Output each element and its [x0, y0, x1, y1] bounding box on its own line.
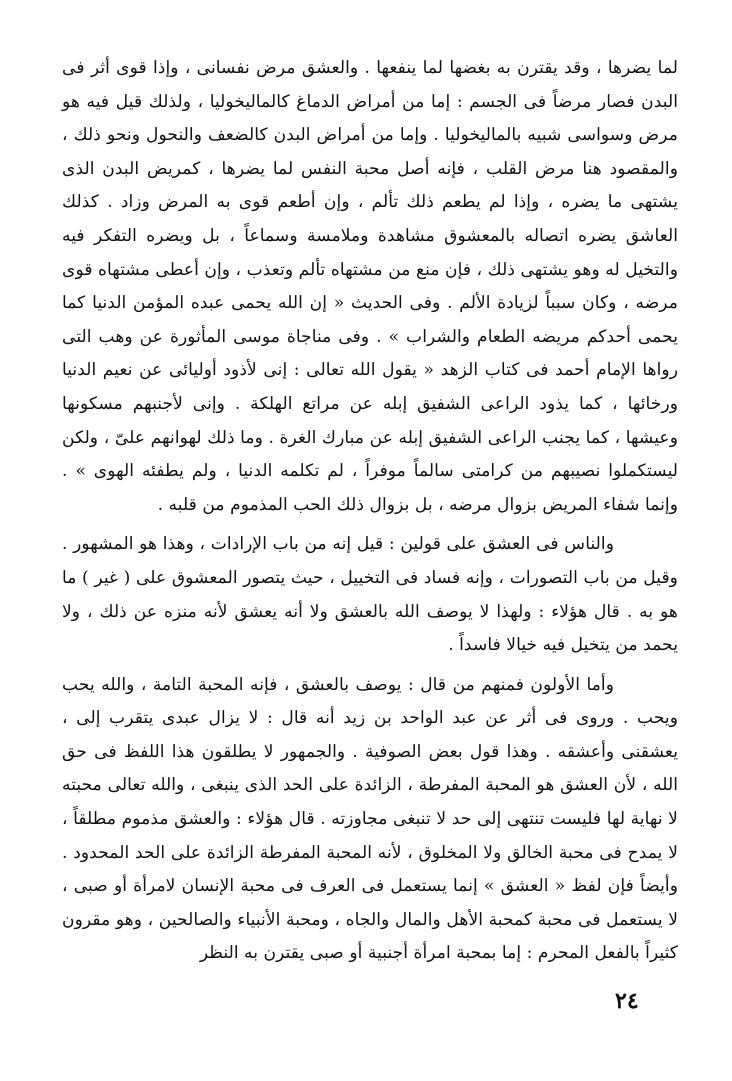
- paragraph-2: والناس فى العشق على قولين : قيل إنه من باب الإرادات ، وهذا هو المشهور . وقيل من باب التصورات ، وإنه فساد فى التخييل ، حيث يتصور المعشوق على ( غير ) ما هو به . قال هؤلاء : ولهذا لا يوصف الله بالعشق ولا أنه يعشق لأنه منزه عن ذلك ، ولا يحمد من يتخيل فيه خيالا فاسداً .: [62, 534, 678, 656]
- paragraph-1: لما يضرها ، وقد يقترن به بغضها لما ينفعها . والعشق مرض نفسانى ، وإذا قوى أثر فى البدن فصار مرضاً فى الجسم : إما من أمراض الدماغ كالماليخوليا ، ولذلك قيل فيه هو مرض وسواسى شبيه بالماليخوليا . وإما من أمراض البدن كالضعف والنحول ونحو ذلك ، والمقصود هنا مرض القلب ، فإنه أصل محبة النفس لما يضرها ، كمريض البدن الذى يشتهى ما يضره ، وإذا لم يطعم ذلك تألم ، وإن أطعم قوى به المرض وزاد . كذلك العاشق يضره اتصاله بالمعشوق مشاهدة وملامسة وسماعاً ، بل ويضره التفكر فيه والتخيل له وهو يشتهى ذلك ، فإن منع من مشتهاه تألم وتعذب ، وإن أعطى مشتهاه قوى مرضه ، وكان سبباً لزيادة الألم . وفى الحديث « إن الله يحمى عبده المؤمن الدنيا كما يحمى أحدكم مريضه الطعام والشراب » . وفى مناجاة موسى المأثورة عن وهب التى رواها الإمام أحمد فى كتاب الزهد « يقول الله تعالى : إنى لأذود أوليائى عن نعيم الدنيا ورخائها ، كما يذود الراعى الشفيق إبله عن مراتع الهلكة . وإنى لأجنبهم مسكونها وعيشها ، كما يجنب الراعى الشفيق إبله عن مبارك الغرة . وما ذلك لهوانهم علىّ ، ولكن ليستكملوا نصيبهم من كرامتى سالماً موفراً ، لم تكلمه الدنيا ، ولم يطفئه الهوى » . وإنما شفاء المريض بزوال مرضه ، بل بزوال ذلك الحب المذموم من قلبه .: [62, 58, 678, 515]
- page-number: ٢٤: [615, 988, 639, 1014]
- paragraph-3: وأما الأولون فمنهم من قال : يوصف بالعشق ، فإنه المحبة التامة ، والله يحب ويحب . وروى فى أثر عن عبد الواحد بن زيد أنه قال : لا يزال عبدى يتقرب إلى ، يعشقنى وأعشقه . وهذا قول بعض الصوفية . والجمهور لا يطلقون هذا اللفظ فى حق الله ، لأن العشق هو المحبة المفرطة ، الزائدة على الحد الذى ينبغى ، والله تعالى محبته لا نهاية لها فليست تنتهى إلى حد لا تنبغى مجاوزته . قال هؤلاء : والعشق مذموم مطلقاً ، لا يمدح فى محبة الخالق ولا المخلوق ، لأنه المحبة المفرطة الزائدة على الحد المحدود . وأيضاً فإن لفظ « العشق » إنما يستعمل فى العرف فى محبة الإنسان لامرأة أو صبى ، لا يستعمل فى محبة كمحبة الأهل والمال والجاه ، ومحبة الأنبياء والصالحين ، وهو مقرون كثيراً بالفعل المحرم : إما بمحبة امرأة أجنبية أو صبى يقترن به النظر: [62, 674, 678, 964]
- document-page: [62, 52, 678, 1052]
